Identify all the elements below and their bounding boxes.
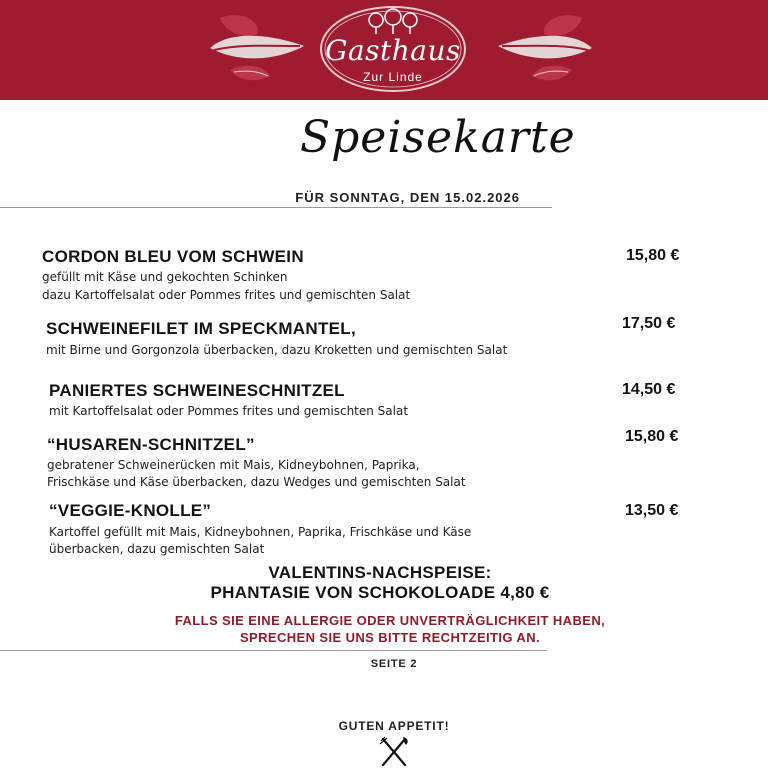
page-number: SEITE 2 [370, 658, 418, 670]
page-title: Speisekarte [300, 112, 576, 163]
header-banner [0, 0, 768, 100]
menu-item-desc: gebratener Schweinerücken mit Mais, Kidneybohnen, Paprika, [47, 458, 420, 472]
closing-text: GUTEN APPETIT! [338, 719, 450, 733]
menu-item-desc: dazu Kartoffelsalat oder Pommes frites und gemischten Salat [42, 288, 411, 302]
menu-item-desc: überbacken, dazu gemischten Salat [49, 542, 265, 556]
dessert-line-2: PHANTASIE VON SCHOKOLOADE 4,80 € [210, 583, 550, 602]
menu-item-desc: mit Birne und Gorgonzola überbacken, dazu Kroketten und gemischten Salat [46, 343, 508, 357]
logo-name: Gasthaus [325, 34, 461, 67]
leaf-swirl-left-icon [200, 0, 310, 100]
menu-item-name: SCHWEINEFILET IM SPECKMANTEL, [46, 319, 356, 338]
menu-item-price: 13,50 € [625, 502, 679, 519]
allergy-notice-line-2: SPRECHEN SIE UNS BITTE RECHTZEITIG AN. [239, 630, 541, 645]
leaf-swirl-right-icon [492, 0, 602, 100]
menu-item-name: PANIERTES SCHWEINESCHNITZEL [49, 381, 345, 400]
gasthaus-logo [318, 4, 468, 94]
date-line: FÜR SONNTAG, DEN 15.02.2026 [295, 190, 520, 205]
allergy-notice-line-1: FALLS SIE EINE ALLERGIE ODER UNVERTRÄGLICHKEIT HABEN, [174, 613, 606, 628]
logo-subtitle: Zur Linde [363, 70, 423, 84]
menu-item-price: 14,50 € [622, 381, 676, 398]
menu-item-desc: Frischkäse und Käse überbacken, dazu Wedges und gemischten Salat [47, 475, 466, 489]
menu-item-name: CORDON BLEU VOM SCHWEIN [42, 247, 304, 266]
menu-item-price: 15,80 € [625, 428, 679, 445]
menu-item-price: 17,50 € [622, 315, 676, 332]
divider-bottom [0, 650, 547, 651]
divider-top [0, 207, 552, 208]
crossed-cutlery-icon [378, 736, 410, 768]
dessert-line-1: VALENTINS-NACHSPEISE: [268, 563, 492, 582]
menu-item-name: “VEGGIE-KNOLLE” [49, 501, 212, 520]
menu-item-price: 15,80 € [626, 247, 680, 264]
menu-item-desc: mit Kartoffelsalat oder Pommes frites und gemischten Salat [49, 404, 409, 418]
menu-item-name: “HUSAREN-SCHNITZEL” [47, 435, 255, 454]
menu-item-desc: Kartoffel gefüllt mit Mais, Kidneybohnen, Paprika, Frischkäse und Käse [49, 525, 472, 539]
menu-item-desc: gefüllt mit Käse und gekochten Schinken [42, 270, 288, 284]
